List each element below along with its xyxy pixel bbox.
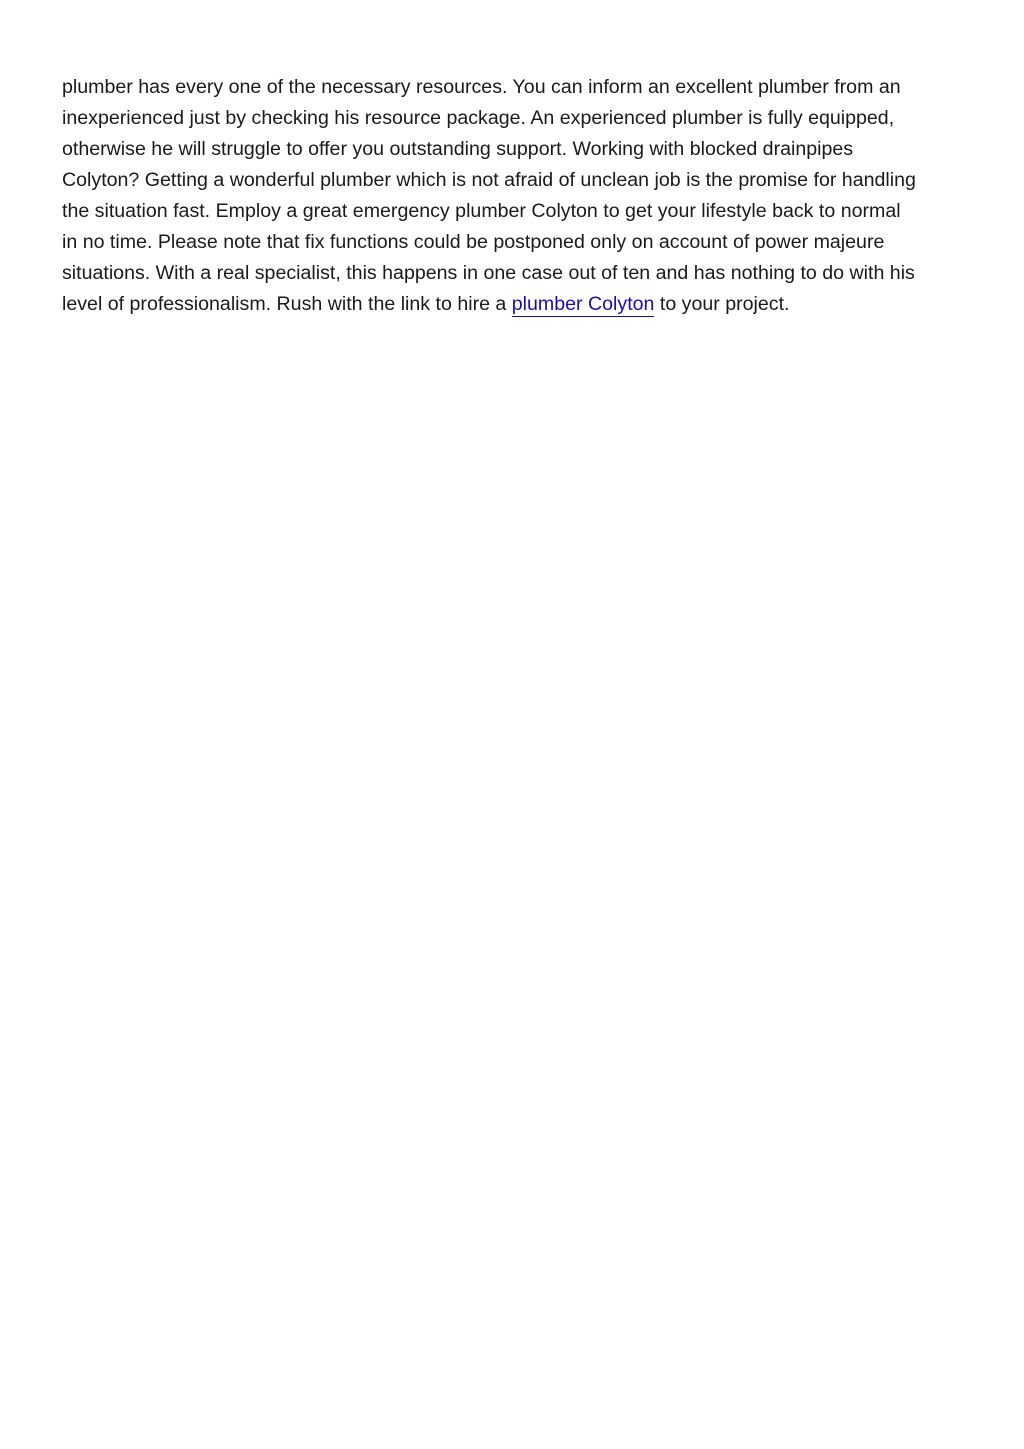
paragraph-line: Colyton? Getting a wonderful plumber which is not afraid of unclean job is the promise for handling (62, 169, 916, 191)
paragraph-line: the situation fast. Employ a great emergency plumber Colyton to get your lifestyle back to normal (62, 200, 901, 222)
paragraph-line: plumber has every one of the necessary resources. You can inform an excellent plumber from an (62, 76, 901, 98)
paragraph-line: in no time. Please note that fix functions could be postponed only on account of power majeure (62, 231, 885, 253)
paragraph-line: level of professionalism. Rush with the link to hire a (62, 293, 512, 315)
body-paragraph (62, 72, 967, 320)
paragraph-line: situations. With a real specialist, this happens in one case out of ten and has nothing to do with his (62, 262, 915, 284)
paragraph-line: to your project. (654, 293, 790, 315)
paragraph-line: otherwise he will struggle to offer you outstanding support. Working with blocked drainpipes (62, 138, 854, 160)
paragraph-line: inexperienced just by checking his resource package. An experienced plumber is fully equipped, (62, 107, 895, 129)
plumber-colyton-link[interactable]: plumber Colyton (511, 293, 655, 315)
